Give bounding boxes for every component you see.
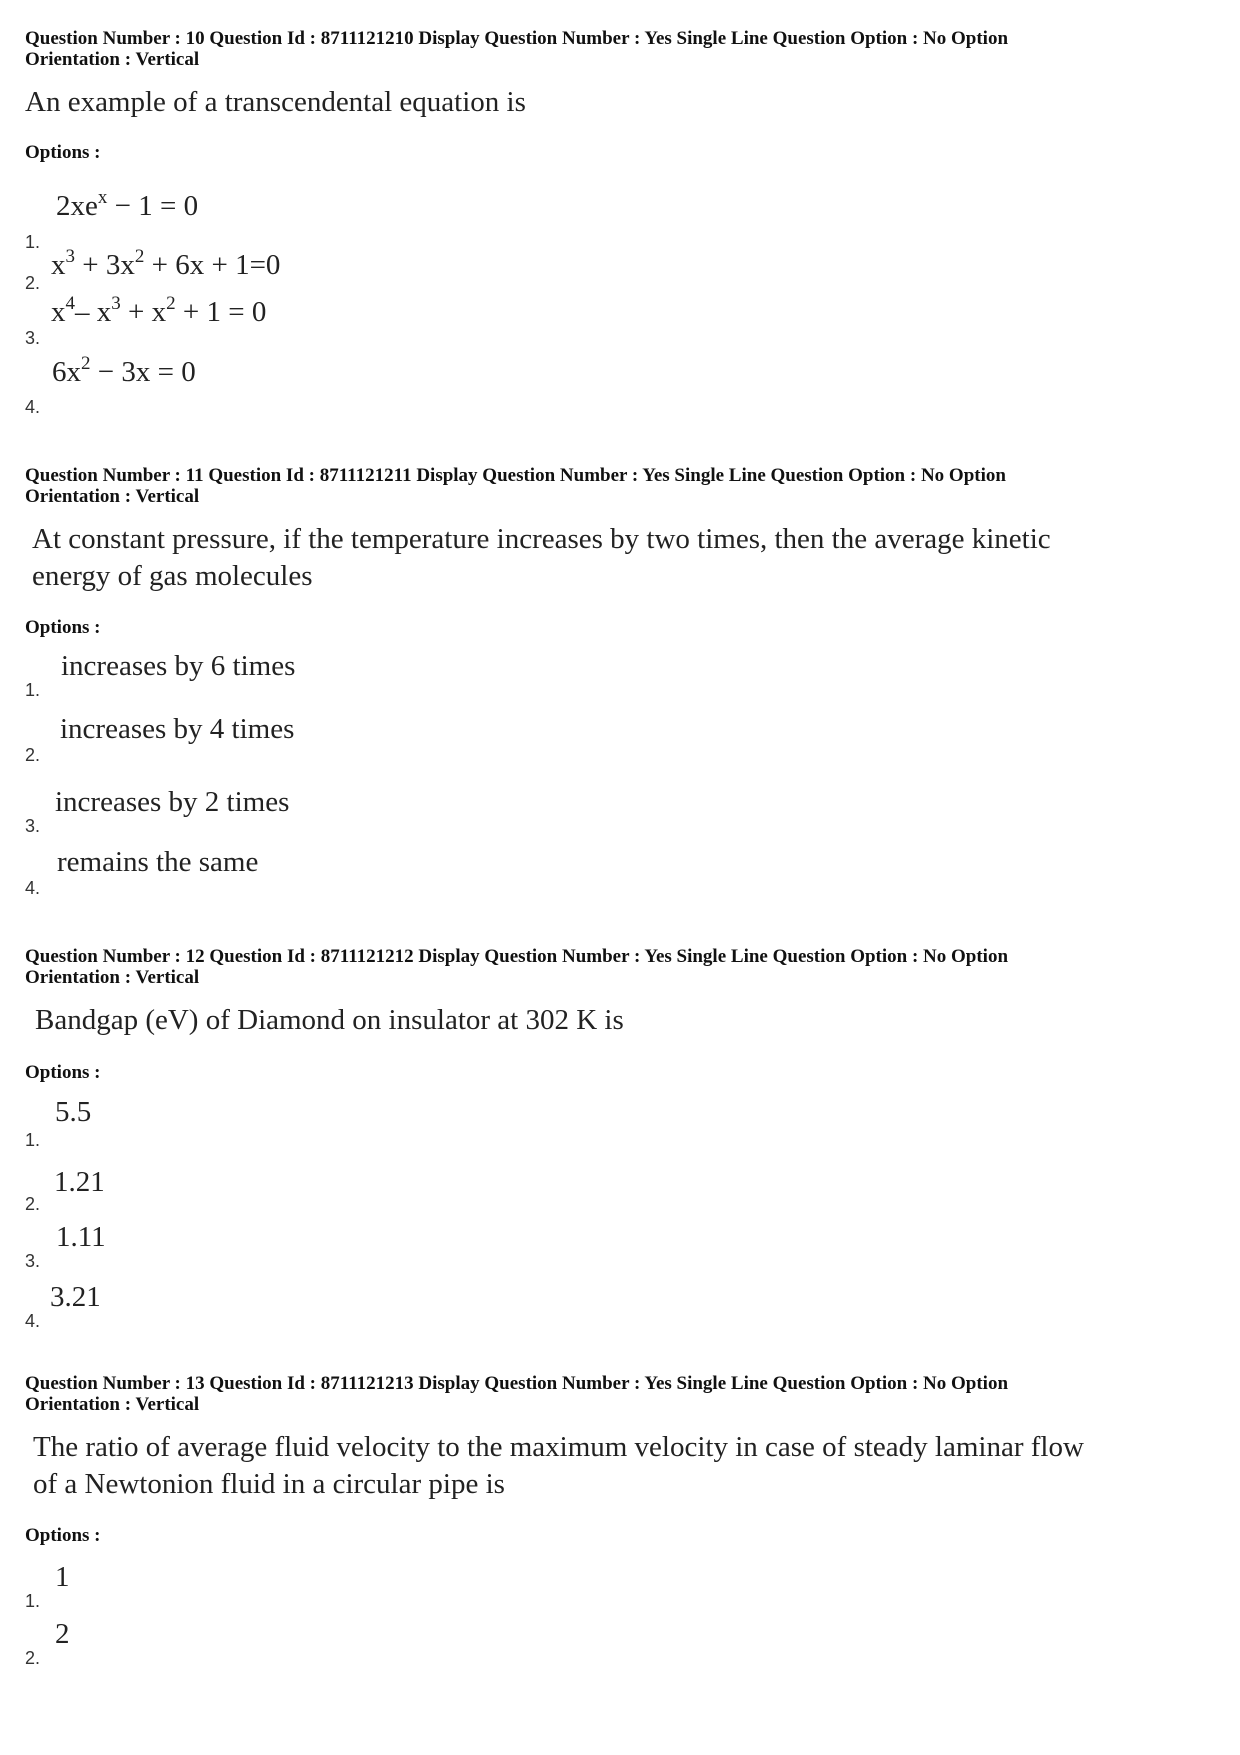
option-text: $2xe^x - 1 = 0$ <box>56 187 199 222</box>
question-meta-line1: Question Number : 10 Question Id : 8711121210 Display Question Number : Yes Single Line Question Option : No Option <box>25 28 1009 49</box>
option-number: 1. <box>25 680 41 700</box>
question-stem-line1: The ratio of average fluid velocity to the maximum velocity in case of steady laminar flow <box>33 1431 1084 1463</box>
question-12 <box>25 946 1225 1331</box>
option-number: 1. <box>25 1130 41 1150</box>
options-label: Options : <box>25 142 101 163</box>
option-text: 1.21 <box>54 1166 105 1198</box>
question-11 <box>25 465 1225 898</box>
option-text: 3.21 <box>50 1281 101 1313</box>
question-10 <box>25 28 1225 417</box>
option-number: 2. <box>25 273 41 293</box>
option-number: 2. <box>25 1648 41 1668</box>
options-label: Options : <box>25 617 101 638</box>
question-meta-line2: Orientation : Vertical <box>25 49 200 70</box>
option-text: increases by 6 times <box>61 650 296 682</box>
question-13 <box>25 1373 1225 1668</box>
question-meta-line1: Question Number : 11 Question Id : 8711121211 Display Question Number : Yes Single Line Question Option : No Option <box>25 465 1006 486</box>
option-number: 1. <box>25 1591 41 1611</box>
question-stem-line2: energy of gas molecules <box>32 560 313 592</box>
question-stem: Bandgap (eV) of Diamond on insulator at 302 K is <box>35 1004 624 1036</box>
option-number: 3. <box>25 328 41 348</box>
option-text: $6x^2 - 3x = 0$ <box>52 353 196 388</box>
option-text: $x^3 + 3x^2 + 6x + 1=0$ <box>51 246 281 281</box>
question-meta-line1: Question Number : 13 Question Id : 8711121213 Display Question Number : Yes Single Line Question Option : No Option <box>25 1373 1009 1394</box>
question-stem-line2: of a Newtonion fluid in a circular pipe is <box>33 1468 505 1500</box>
option-number: 4. <box>25 878 41 898</box>
option-number: 2. <box>25 745 41 765</box>
option-text: increases by 4 times <box>60 713 295 745</box>
option-number: 3. <box>25 1251 41 1271</box>
question-meta-line2: Orientation : Vertical <box>25 967 200 988</box>
options-label: Options : <box>25 1525 101 1546</box>
option-text: 5.5 <box>55 1096 92 1128</box>
question-stem: An example of a transcendental equation is <box>25 86 526 118</box>
question-meta-line1: Question Number : 12 Question Id : 8711121212 Display Question Number : Yes Single Line Question Option : No Option <box>25 946 1009 967</box>
question-stem-line1: At constant pressure, if the temperature increases by two times, then the average kinetic <box>32 523 1051 555</box>
options-label: Options : <box>25 1062 101 1083</box>
option-number: 4. <box>25 397 41 417</box>
option-number: 3. <box>25 816 41 836</box>
option-text: remains the same <box>57 846 259 878</box>
question-meta-line2: Orientation : Vertical <box>25 1394 200 1415</box>
option-text: 2 <box>55 1618 70 1650</box>
option-text: increases by 2 times <box>55 786 290 818</box>
option-number: 1. <box>25 232 41 252</box>
option-number: 4. <box>25 1311 41 1331</box>
option-text: $x^4-$ $x^3 + x^2 + 1 = 0$ <box>51 293 267 328</box>
option-text: 1 <box>55 1561 70 1593</box>
question-meta-line2: Orientation : Vertical <box>25 486 200 507</box>
option-number: 2. <box>25 1194 41 1214</box>
option-text: 1.11 <box>56 1221 106 1253</box>
